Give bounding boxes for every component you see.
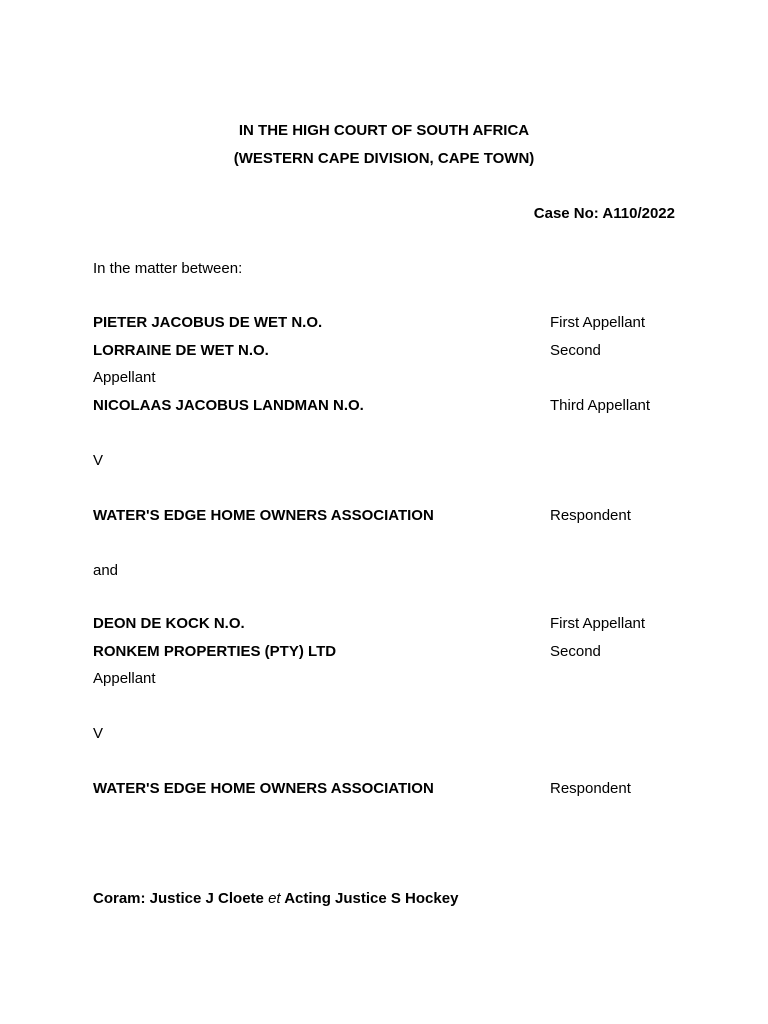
- case-number-label: Case No:: [533, 205, 599, 222]
- court-title: IN THE HIGH COURT OF SOUTH AFRICA: [238, 122, 530, 139]
- party-name: LORRAINE DE WET N.O.: [93, 342, 269, 359]
- coram-et: et: [268, 890, 281, 907]
- party-role-continuation: Appellant: [93, 670, 156, 687]
- respondent-name: WATER'S EDGE HOME OWNERS ASSOCIATION: [93, 507, 434, 524]
- respondent-name: WATER'S EDGE HOME OWNERS ASSOCIATION: [93, 780, 434, 797]
- coram-line: [93, 890, 458, 908]
- case-number-line: [534, 205, 675, 223]
- court-division: (WESTERN CAPE DIVISION, CAPE TOWN): [233, 150, 535, 167]
- party-role: First Appellant: [550, 615, 646, 632]
- versus-marker: V: [93, 452, 104, 469]
- party-name: NICOLAAS JACOBUS LANDMAN N.O.: [93, 397, 364, 414]
- respondent-role: Respondent: [550, 507, 631, 524]
- matter-joiner: and: [93, 562, 119, 579]
- party-role: Second: [550, 342, 601, 359]
- coram-suffix: Acting Justice S Hockey: [280, 890, 459, 907]
- respondent-role: Respondent: [550, 780, 631, 797]
- party-name: PIETER JACOBUS DE WET N.O.: [93, 314, 323, 331]
- coram-prefix: Coram: Justice J Cloete: [93, 890, 269, 907]
- matter-intro: In the matter between:: [93, 260, 243, 277]
- party-role: Second: [550, 643, 601, 660]
- party-name: DEON DE KOCK N.O.: [93, 615, 245, 632]
- case-number-value: A110/2022: [602, 205, 675, 222]
- party-name: RONKEM PROPERTIES (PTY) LTD: [93, 643, 337, 660]
- party-role: Third Appellant: [550, 397, 651, 414]
- party-role-continuation: Appellant: [93, 369, 156, 386]
- versus-marker: V: [93, 725, 104, 742]
- party-role: First Appellant: [550, 314, 646, 331]
